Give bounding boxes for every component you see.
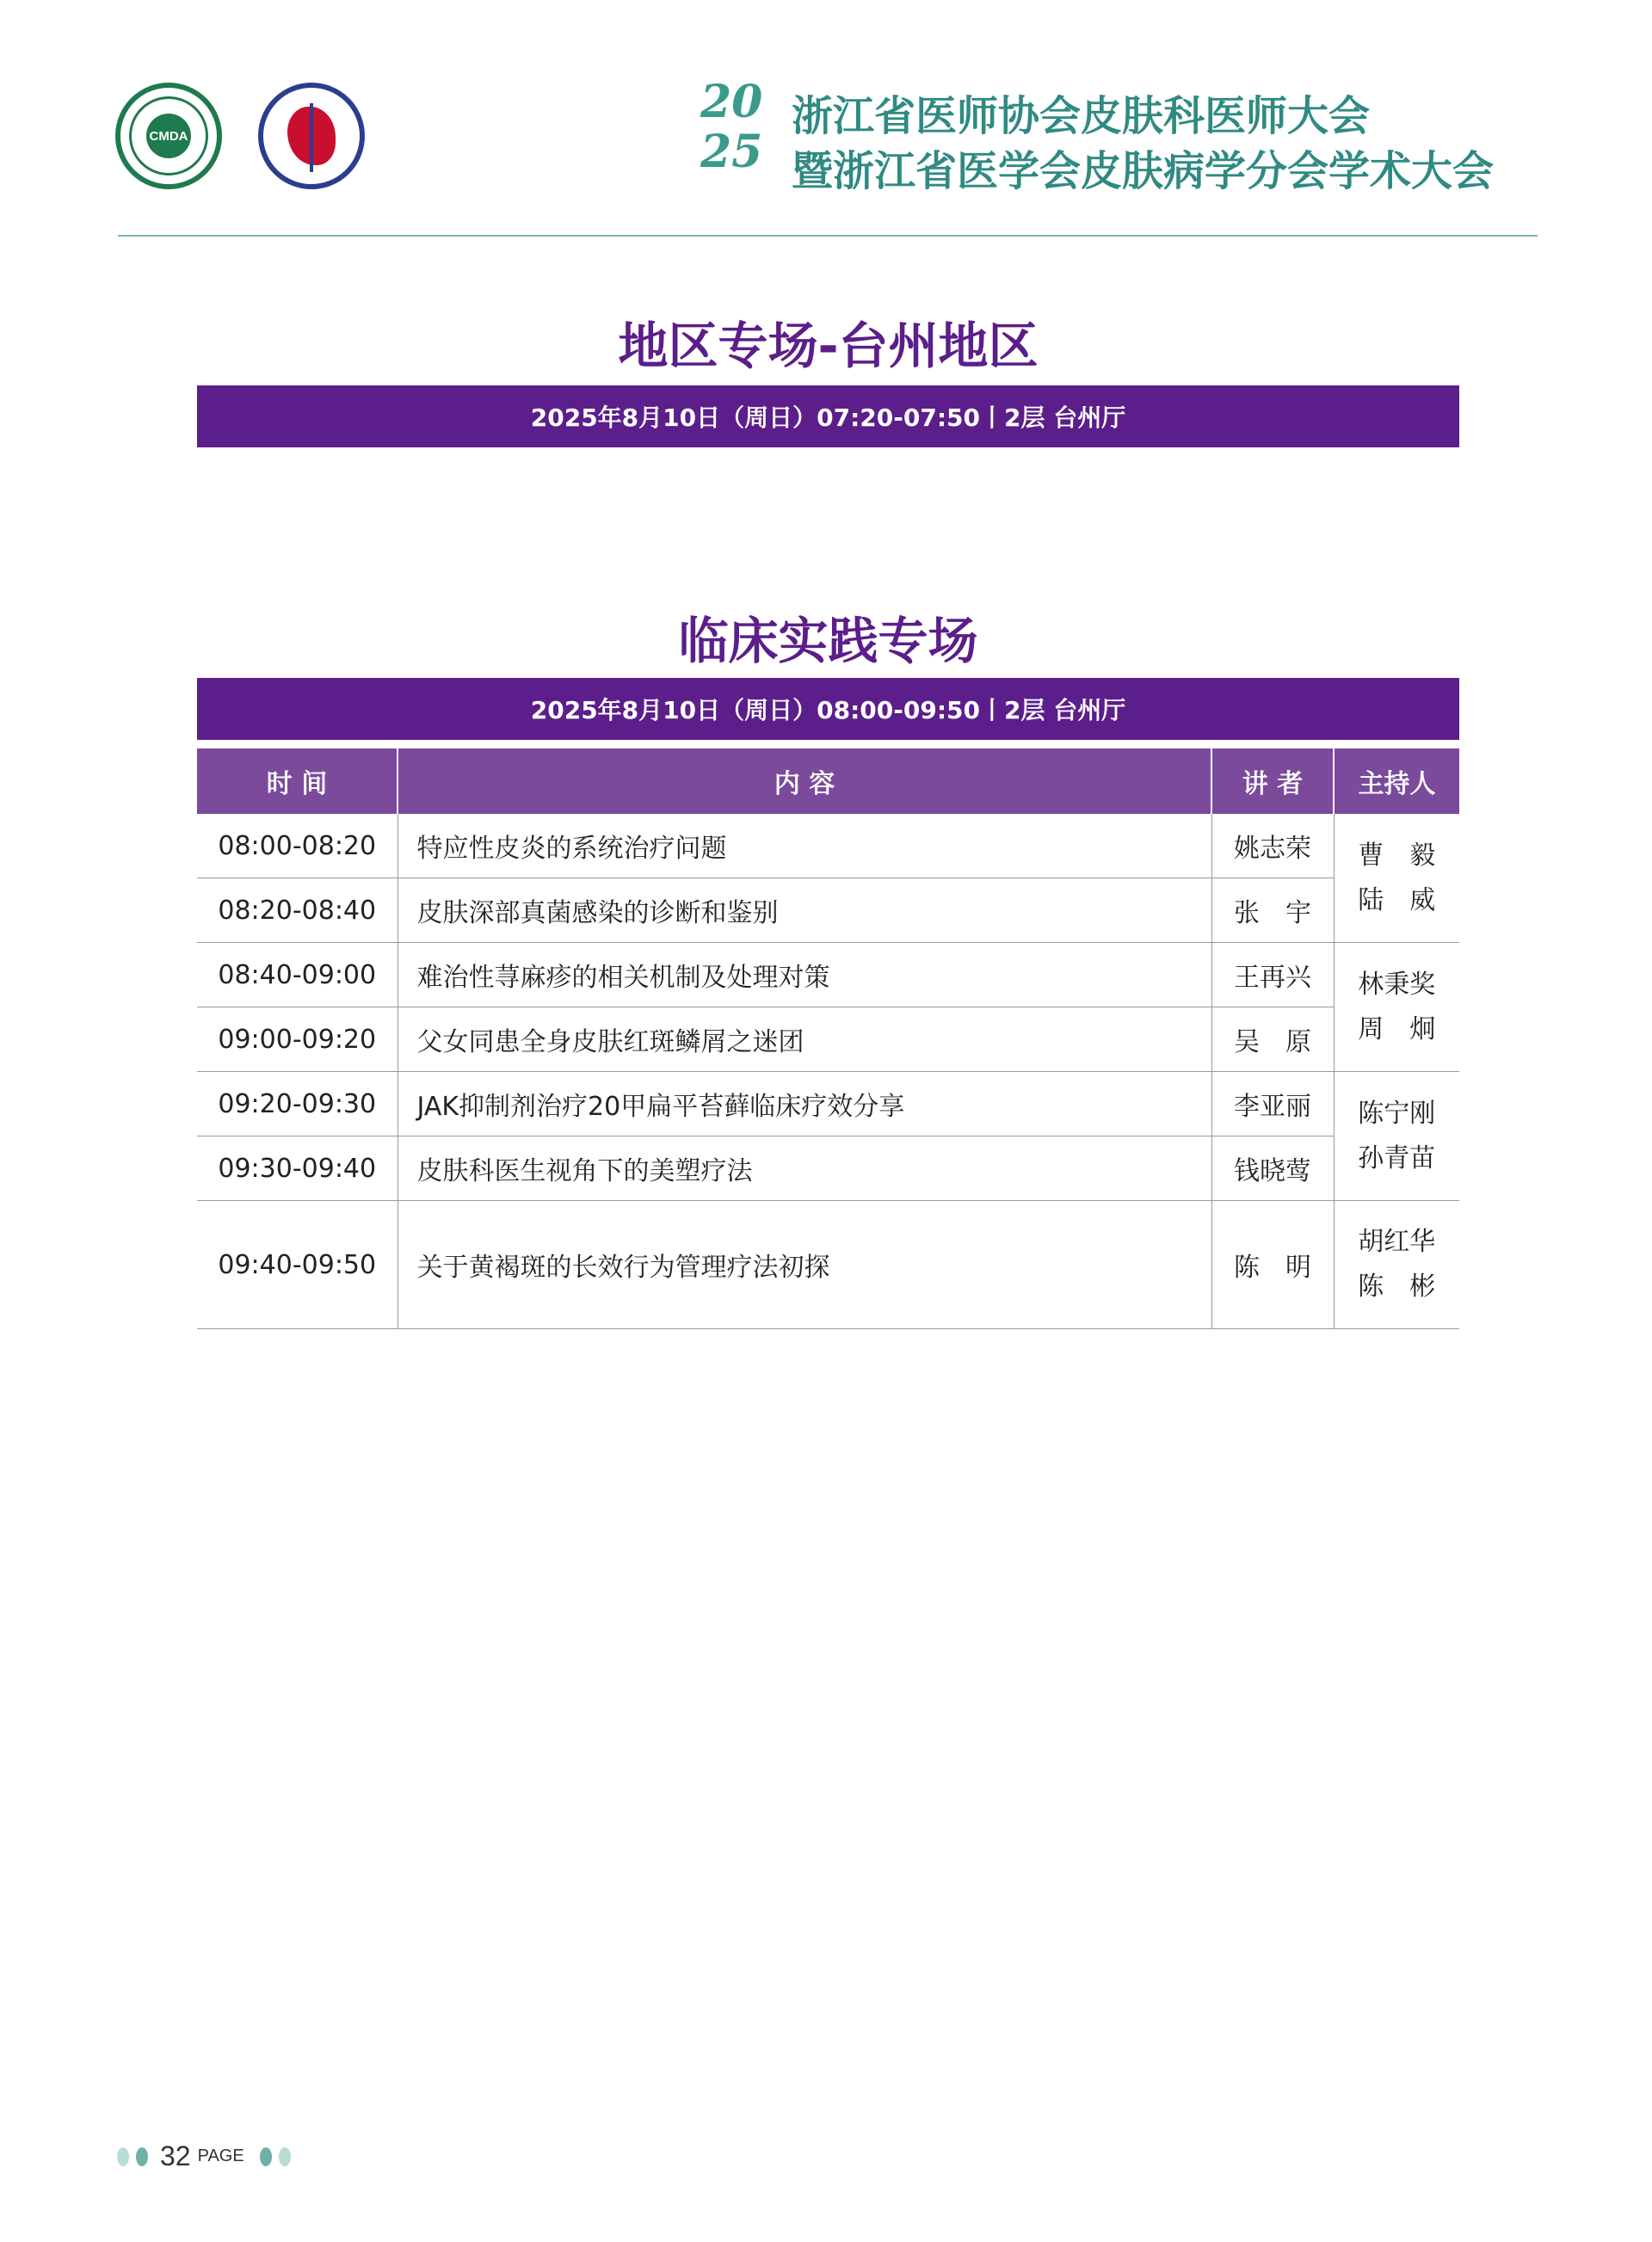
time-cell: 08:20-08:40 (197, 878, 398, 943)
table-row (197, 878, 1459, 943)
section1-info-bar: 2025年8月10日（周日）07:20-07:50丨2层 台州厅 (197, 385, 1459, 447)
host-cell (1334, 1201, 1459, 1329)
speaker-cell: 陈 明 (1211, 1201, 1334, 1329)
right-decor-dot-icon (279, 2147, 291, 2166)
speaker-cell: 张 宇 (1211, 878, 1334, 943)
topic-cell: 关于黄褐斑的长效行为管理疗法初探 (398, 1201, 1211, 1329)
host-cell (1334, 943, 1459, 1072)
header-content: 内 容 (398, 748, 1211, 814)
host-name: 胡红华 (1358, 1227, 1436, 1257)
speaker-cell: 李亚丽 (1211, 1072, 1334, 1136)
conference-year (700, 77, 762, 177)
topic-cell: 父女同患全身皮肤红斑鳞屑之迷团 (398, 1007, 1211, 1072)
topic-cell: 特应性皮炎的系统治疗问题 (398, 814, 1211, 878)
table-row (197, 1072, 1459, 1136)
topic-cell: 难治性荨麻疹的相关机制及处理对策 (398, 943, 1211, 1007)
host-name: 陆 威 (1358, 884, 1436, 915)
topic-cell: 皮肤深部真菌感染的诊断和鉴别 (398, 878, 1211, 943)
topic-cell: JAK抑制剂治疗20甲扁平苔藓临床疗效分享 (398, 1072, 1211, 1136)
cmda-logo (115, 83, 222, 189)
host-name: 曹 毅 (1358, 840, 1436, 871)
cmda-logo-text: CMDA (146, 114, 191, 158)
page-label: PAGE (197, 2147, 244, 2165)
year-bottom: 25 (700, 126, 763, 178)
table-row (197, 814, 1459, 878)
time-cell: 09:40-09:50 (197, 1201, 398, 1329)
table-row (197, 1007, 1459, 1072)
time-cell: 08:40-09:00 (197, 943, 398, 1007)
host-cell (1334, 814, 1459, 943)
left-decor-dot-icon (117, 2147, 129, 2166)
speaker-cell: 姚志荣 (1211, 814, 1334, 878)
section2-info-bar: 2025年8月10日（周日）08:00-09:50丨2层 台州厅 (197, 678, 1459, 740)
table-row (197, 943, 1459, 1007)
section2-title: 临床实践专场 (678, 612, 978, 670)
speaker-cell: 钱晓莺 (1211, 1136, 1334, 1201)
host-cell (1334, 1072, 1459, 1201)
time-cell: 09:30-09:40 (197, 1136, 398, 1201)
page-number: 32 (160, 2140, 191, 2171)
header-divider (118, 235, 1538, 237)
topic-cell: 皮肤科医生视角下的美塑疗法 (398, 1136, 1211, 1201)
section1-title: 地区专场-台州地区 (618, 317, 1039, 375)
header-speaker: 讲 者 (1211, 748, 1334, 814)
right-decor-dot-icon (260, 2147, 272, 2166)
table-row (197, 1136, 1459, 1201)
staff-emblem (310, 103, 313, 172)
table-header-row (197, 748, 1459, 814)
left-decor-dot-icon (136, 2147, 148, 2166)
header-time: 时 间 (197, 748, 398, 814)
page-footer (117, 2140, 291, 2172)
table-row (197, 1201, 1459, 1329)
zhejiang-medical-association-logo (258, 83, 365, 189)
schedule-table (197, 748, 1459, 1329)
conference-title-line1: 浙江省医师协会皮肤科医师大会 (792, 92, 1371, 140)
speaker-cell: 吴 原 (1211, 1007, 1334, 1072)
host-name: 周 炯 (1358, 1013, 1436, 1044)
host-name: 林秉奖 (1358, 969, 1436, 1000)
time-cell: 09:00-09:20 (197, 1007, 398, 1072)
year-top: 20 (700, 76, 763, 128)
time-cell: 09:20-09:30 (197, 1072, 398, 1136)
time-cell: 08:00-08:20 (197, 814, 398, 878)
header-host: 主持人 (1334, 748, 1459, 814)
host-name: 陈宁刚 (1358, 1098, 1436, 1129)
host-name: 陈 彬 (1358, 1272, 1436, 1302)
speaker-cell: 王再兴 (1211, 943, 1334, 1007)
conference-title-line2: 暨浙江省医学会皮肤病学分会学术大会 (792, 147, 1495, 195)
host-name: 孙青苗 (1358, 1143, 1436, 1173)
